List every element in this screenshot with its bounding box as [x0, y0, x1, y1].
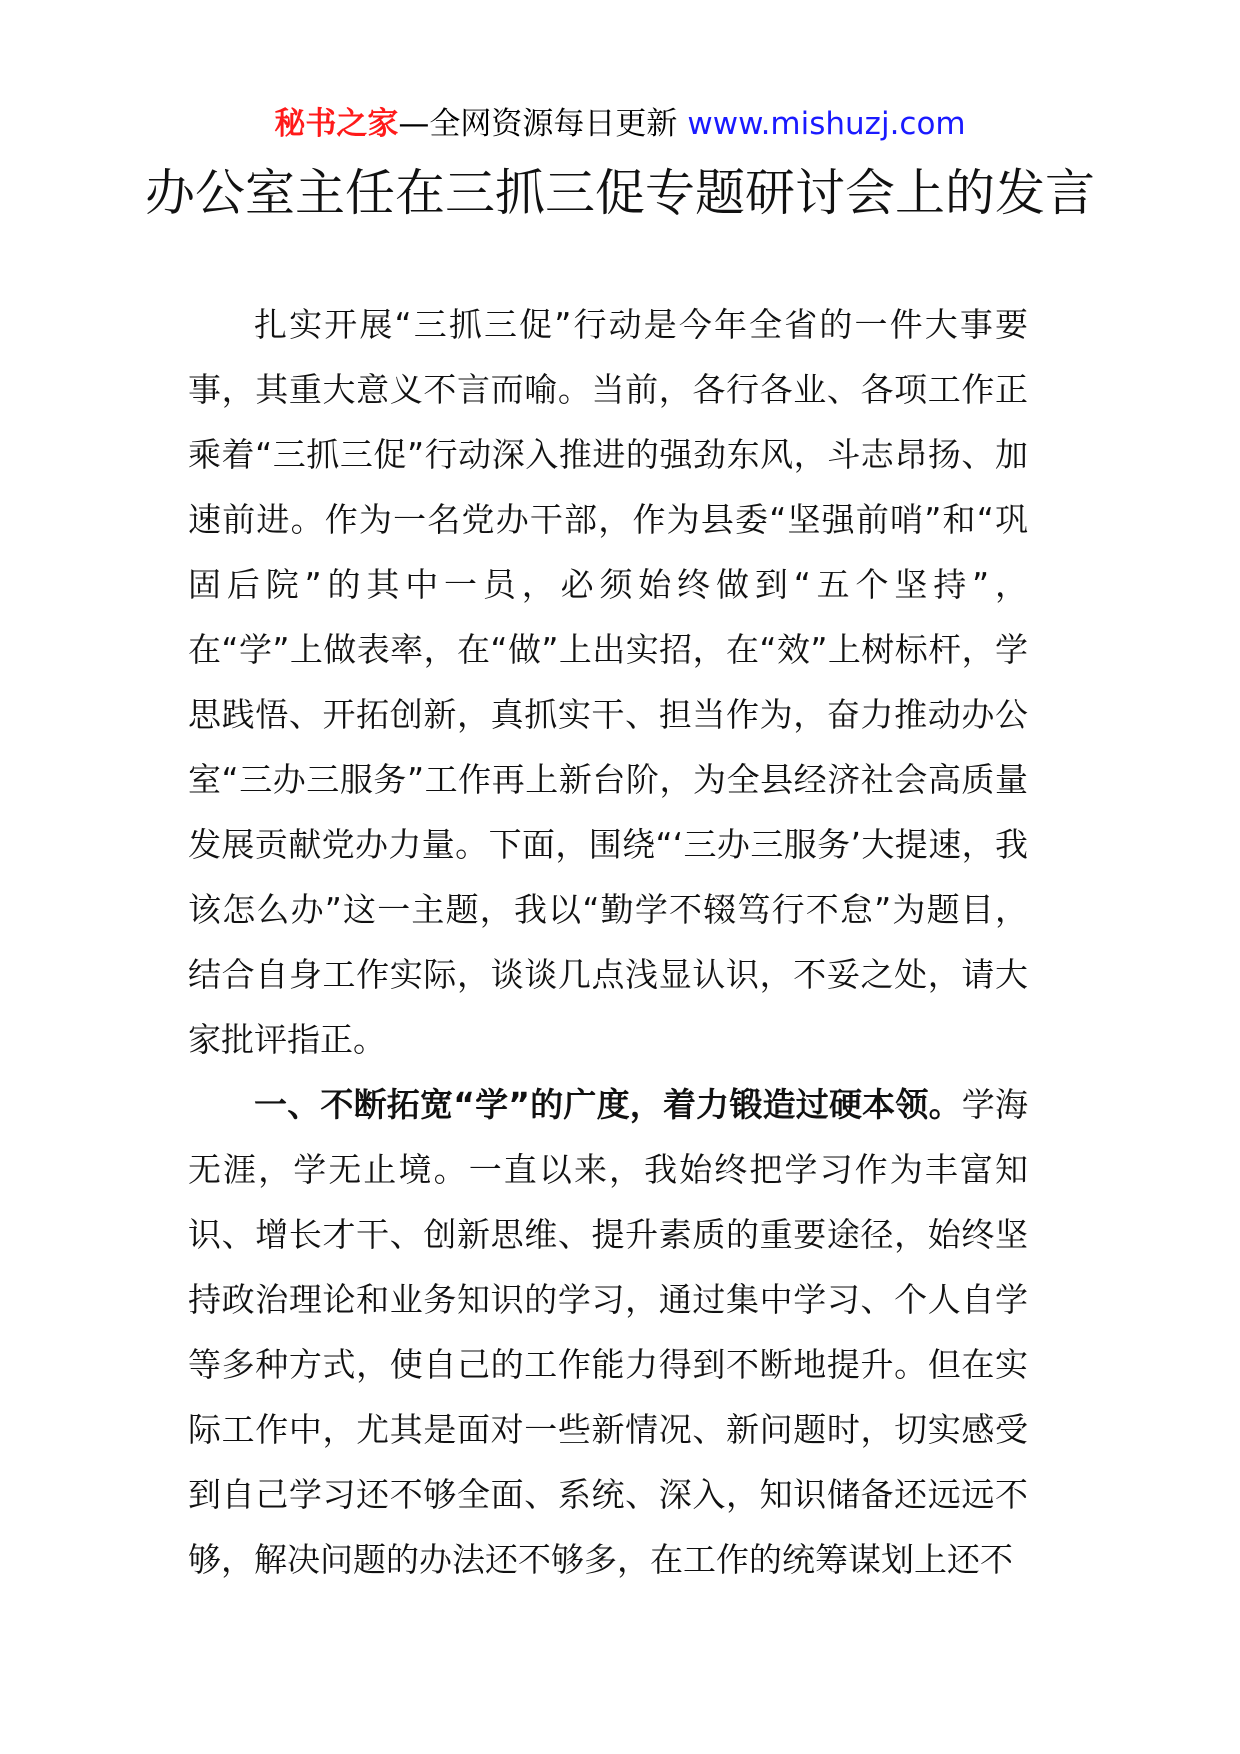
intro-paragraph-text: 扎实开展“三抓三促”行动是今年全省的一件大事要事，其重大意义不言而喻。当前，各行各业、各项工作正乘着“三抓三促”行动深入推进的强劲东风，斗志昂扬、加速前进。作为一名党办干部，作为县委“坚强前哨”和“巩固后院”的其中一员，必须始终做到“五个坚持”，在“学”上做表率，在“做”上出实招，在“效”上树标杆，学思践悟、开拓创新，真抓实干、担当作为，奋力推动办公室“三办三服务”工作再上新台阶，为全县经济社会高质量发展贡献党办力量。下面，围绕“‘三办三服务’大提速，我该怎么办”这一主题，我以“勤学不辍笃行不怠”为题目，结合自身工作实际，谈谈几点浅显认识，不妥之处，请大家批评指正。 [188, 305, 1028, 1059]
intro-paragraph [188, 292, 1028, 1072]
document-title: 办公室主任在三抓三促专题研讨会上的发言 [145, 164, 1095, 222]
section-one-paragraph [188, 1072, 1028, 1592]
section-one-text: 学海无涯，学无止境。一直以来，我始终把学习作为丰富知识、增长才干、创新思维、提升素质的重要途径，始终坚持政治理论和业务知识的学习，通过集中学习、个人自学等多种方式，使自己的工作能力得到不断地提升。但在实际工作中，尤其是面对一些新情况、新问题时，切实感受到自己学习还不够全面、系统、深入，知识储备还远远不够，解决问题的办法还不够多，在工作的统筹谋划上还不 [188, 1085, 1028, 1579]
brand-name: 秘书之家 [274, 106, 399, 142]
header-tagline: —全网资源每日更新 [398, 106, 678, 142]
section-one-heading: 一、不断拓宽“学”的广度，着力锻造过硬本领。 [254, 1085, 962, 1124]
site-header [0, 100, 1240, 148]
document-body [188, 292, 1028, 1592]
site-url-link[interactable]: www.mishuzj.com [687, 106, 966, 142]
